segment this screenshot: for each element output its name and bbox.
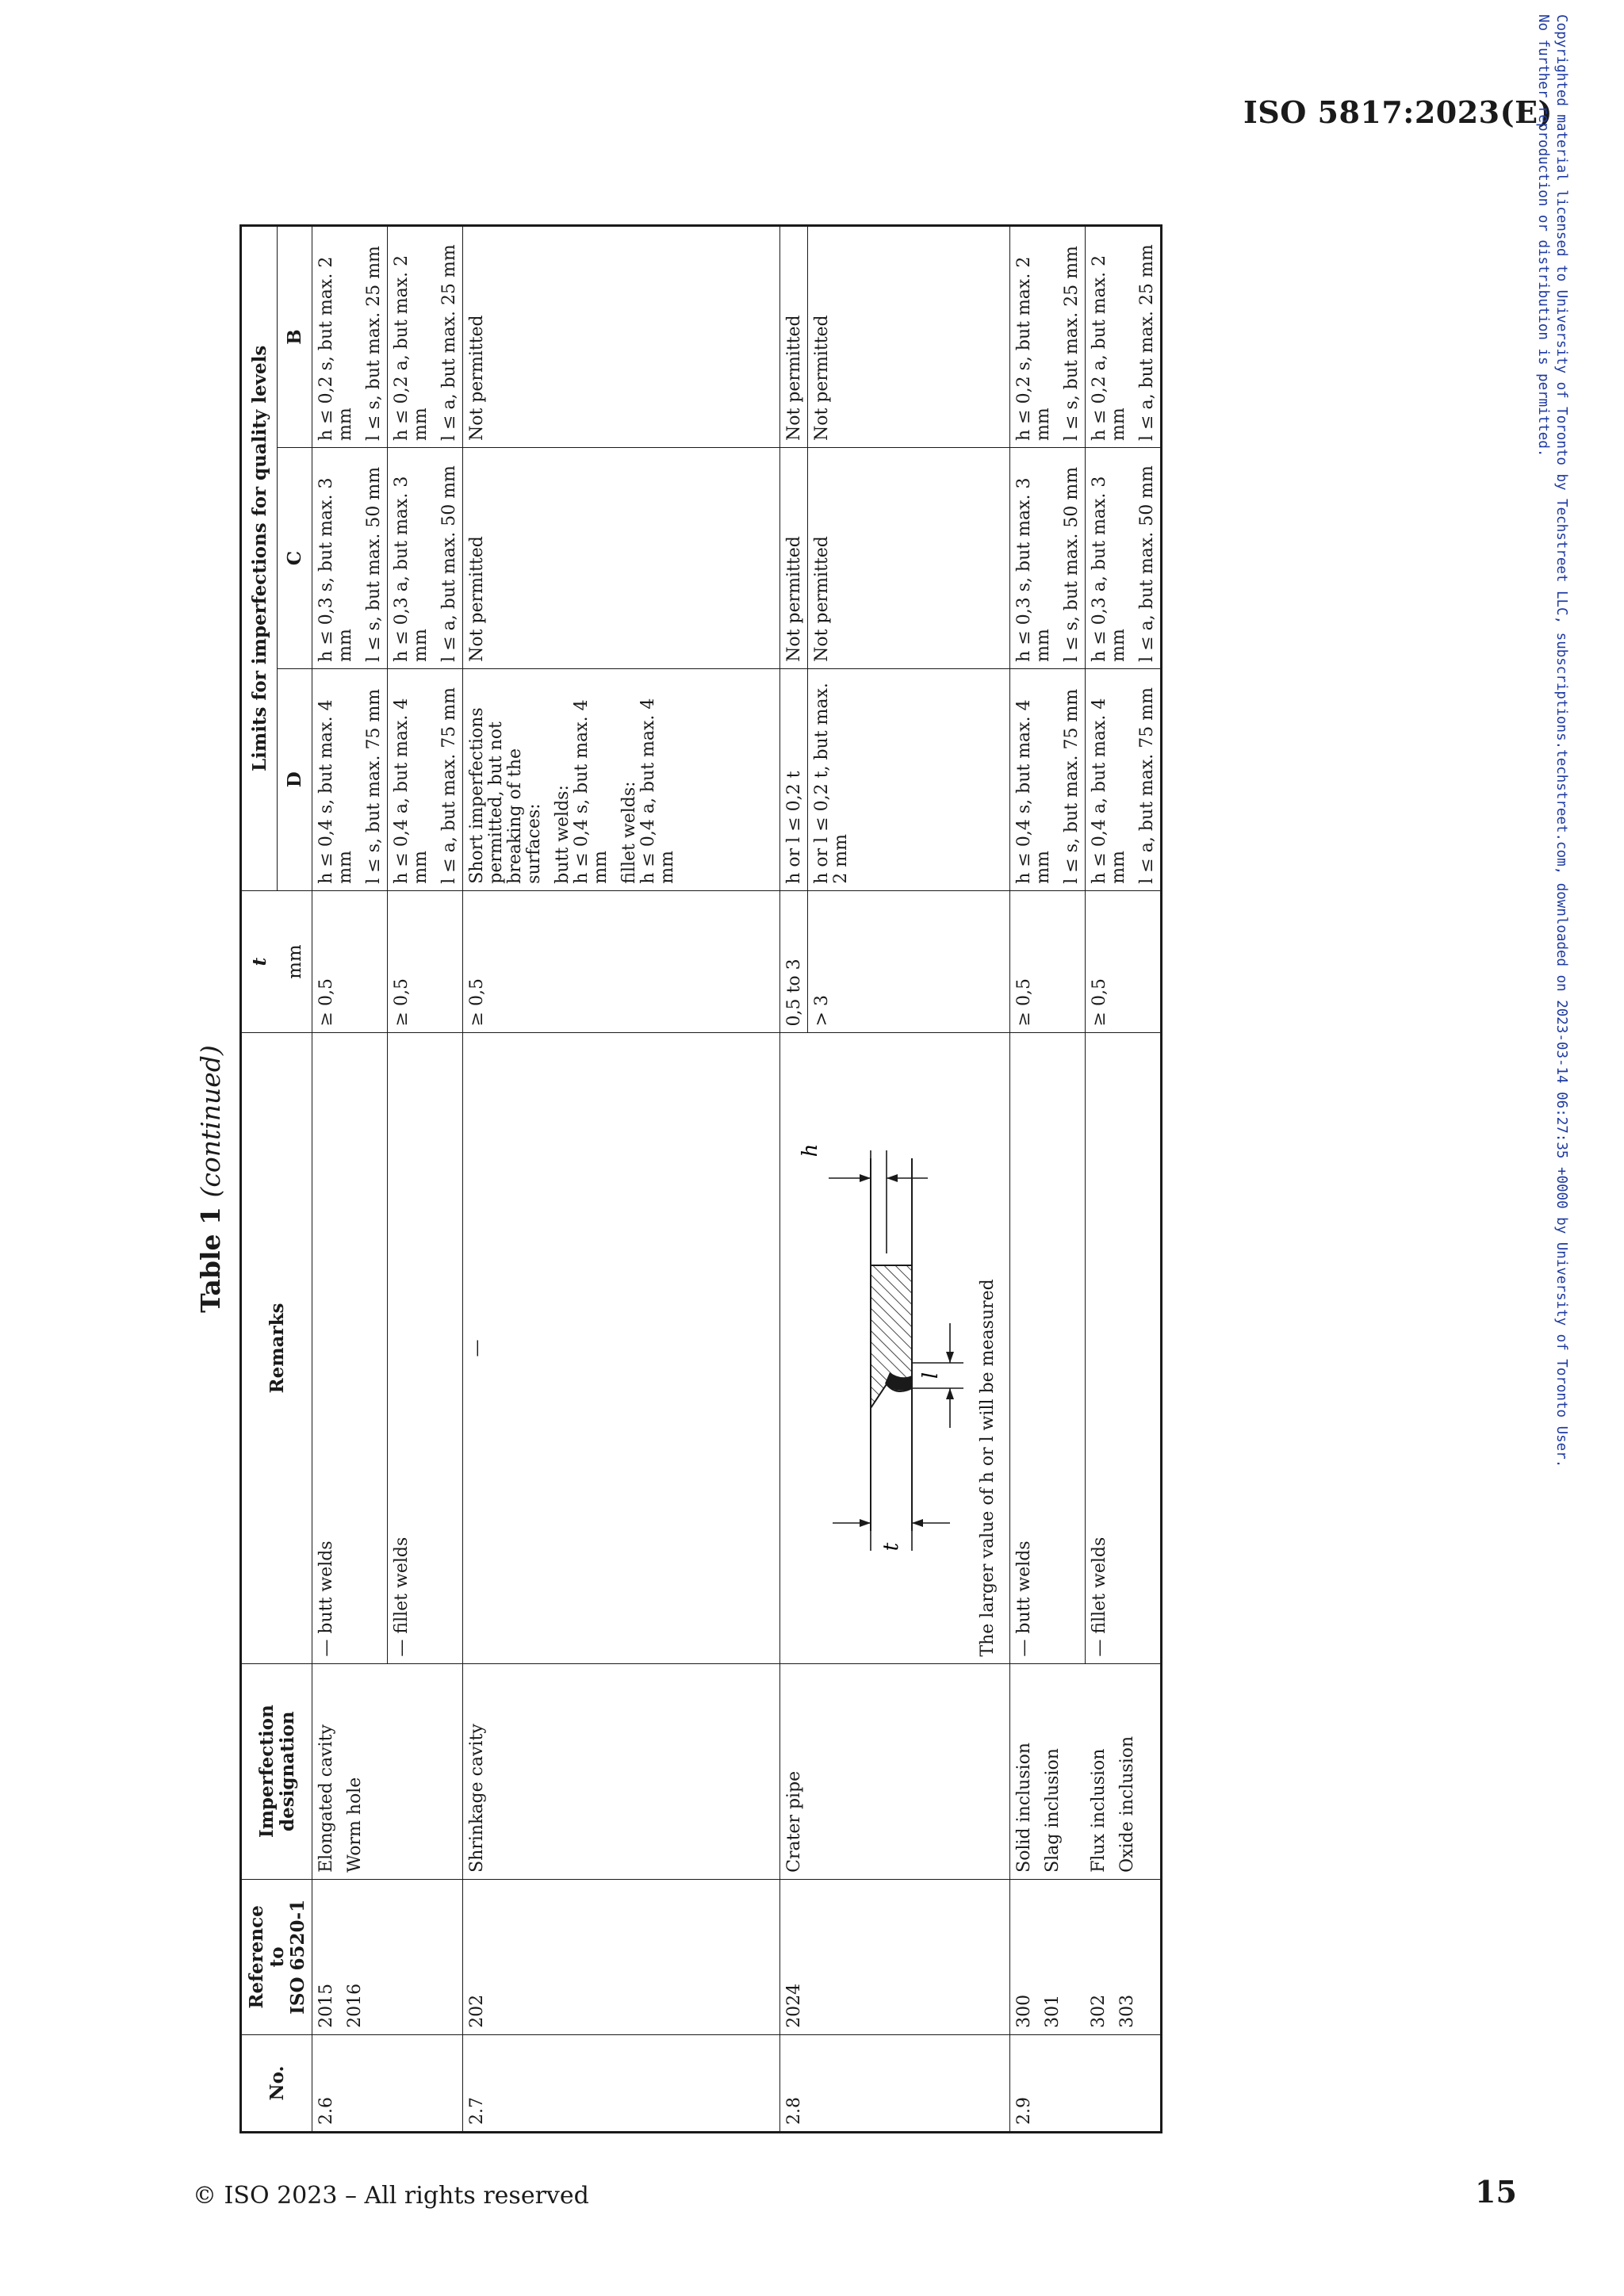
header-level-b: B [277,226,312,448]
row-remark: — butt welds [1010,1033,1086,1663]
row-remark: — fillet welds [1086,1033,1162,1663]
table-row [312,226,388,2133]
limit-c: Not permitted [780,447,808,668]
diagram-label-t: t [879,1542,903,1551]
row-remark: — butt welds [312,1033,388,1663]
limit-d: h or l ≤ 0,2 t [780,668,808,890]
row-t: 0,5 to 3 [780,890,808,1033]
row-remark: — fillet welds [388,1033,463,1663]
table-title [195,224,226,2133]
limit-b: Not permitted [808,226,1010,448]
limit-c: Not permitted [808,447,1010,668]
row-reference: 202 [463,1879,780,2034]
limit-c: Not permitted [463,447,780,668]
limit-d: h ≤ 0,4 s, but max. 4 mm l ≤ s, but max. 75 mm [312,668,388,890]
row-designation: Shrinkage cavity [463,1663,780,1879]
row-remark-diagram [780,1033,1010,1663]
limit-b: Not permitted [780,226,808,448]
row-remark: — [463,1033,780,1663]
header-reference: Reference to ISO 6520-1 [241,1879,312,2034]
limit-d: h ≤ 0,4 a, but max. 4 mm l ≤ a, but max. 75 mm [388,668,463,890]
row-no: 2.8 [780,2034,1010,2132]
row-designation: Crater pipe [780,1663,1010,1879]
diagram-label-h: h [799,1143,822,1157]
table-title-suffix: (continued) [195,1045,226,1198]
limit-d: Short imperfections permitted, but not breaking of the surfaces: butt welds: h ≤ 0,4 s, but max. 4 mm fillet welds: h ≤ 0,4 a, but max. 4 mm [463,668,780,890]
row-no: 2.7 [463,2034,780,2132]
table-row [463,226,780,2133]
row-t: ≥ 0,5 [1086,890,1162,1033]
table-header-row [241,226,278,2133]
row-reference: 2024 [780,1879,1010,2034]
row-t: ≥ 0,5 [312,890,388,1033]
page-number: 15 [1475,2174,1517,2210]
header-remarks: Remarks [241,1033,312,1663]
limit-d: h ≤ 0,4 a, but max. 4 mm l ≤ a, but max. 75 mm [1086,668,1162,890]
remark-note: The larger value of h or l will be measured [978,1279,998,1657]
diagram-label-l: l [919,1372,943,1379]
limit-d: h ≤ 0,4 s, but max. 4 mm l ≤ s, but max. 75 mm [1010,668,1086,890]
row-t: ≥ 0,5 [388,890,463,1033]
imperfection-limits-table [239,224,1162,2133]
limit-c: h ≤ 0,3 s, but max. 3 mm l ≤ s, but max. 50 mm [312,447,388,668]
license-line-2: No further reproduction or distribution is permitted. [1535,14,1551,457]
header-level-c: C [277,447,312,668]
table-row [1010,226,1086,2133]
header-t-unit: mm [277,890,312,1033]
table-title-text: Table 1 [195,1207,226,1313]
header-level-d: D [277,668,312,890]
document-id: ISO 5817:2023(E) [1243,94,1553,130]
row-no: 2.6 [312,2034,463,2132]
copyright-footer: © ISO 2023 – All rights reserved [193,2182,589,2210]
row-reference: 2015 2016 [312,1879,463,2034]
header-designation: Imperfection designation [241,1663,312,1879]
row-no: 2.9 [1010,2034,1162,2132]
row-t: ≥ 0,5 [1010,890,1086,1033]
rotated-table-page [195,224,1496,2133]
row-designation: Elongated cavity Worm hole [312,1663,463,1879]
row-t: ≥ 0,5 [463,890,780,1033]
limit-c: h ≤ 0,3 a, but max. 3 mm l ≤ a, but max. 50 mm [388,447,463,668]
limit-b: h ≤ 0,2 s, but max. 2 mm l ≤ s, but max. 25 mm [1010,226,1086,448]
header-limits: Limits for imperfections for quality levels [241,226,278,891]
limit-c: h ≤ 0,3 a, but max. 3 mm l ≤ a, but max. 50 mm [1086,447,1162,668]
header-no: No. [241,2034,312,2132]
row-designation: Solid inclusion Slag inclusion Flux inclusion Oxide inclusion [1010,1663,1162,1879]
row-t: > 3 [808,890,1010,1033]
license-line-1: Copyrighted material licensed to University of Toronto by Techstreet LLC, subscriptions.techstreet.com, downloaded on 2023-03-14 06:27:35 +0000 by University of Toronto User. [1553,14,1569,1468]
crater-pipe-diagram [785,1127,975,1571]
row-reference: 300 301 302 303 [1010,1879,1162,2034]
limit-d: h or l ≤ 0,2 t, but max. 2 mm [808,668,1010,890]
table-row [780,226,808,2133]
limit-c: h ≤ 0,3 s, but max. 3 mm l ≤ s, but max. 50 mm [1010,447,1086,668]
limit-b: h ≤ 0,2 s, but max. 2 mm l ≤ s, but max. 25 mm [312,226,388,448]
license-notice [1522,14,1570,2076]
limit-b: h ≤ 0,2 a, but max. 2 mm l ≤ a, but max. 25 mm [388,226,463,448]
header-t: t [241,890,278,1033]
limit-b: h ≤ 0,2 a, but max. 2 mm l ≤ a, but max. 25 mm [1086,226,1162,448]
limit-b: Not permitted [463,226,780,448]
